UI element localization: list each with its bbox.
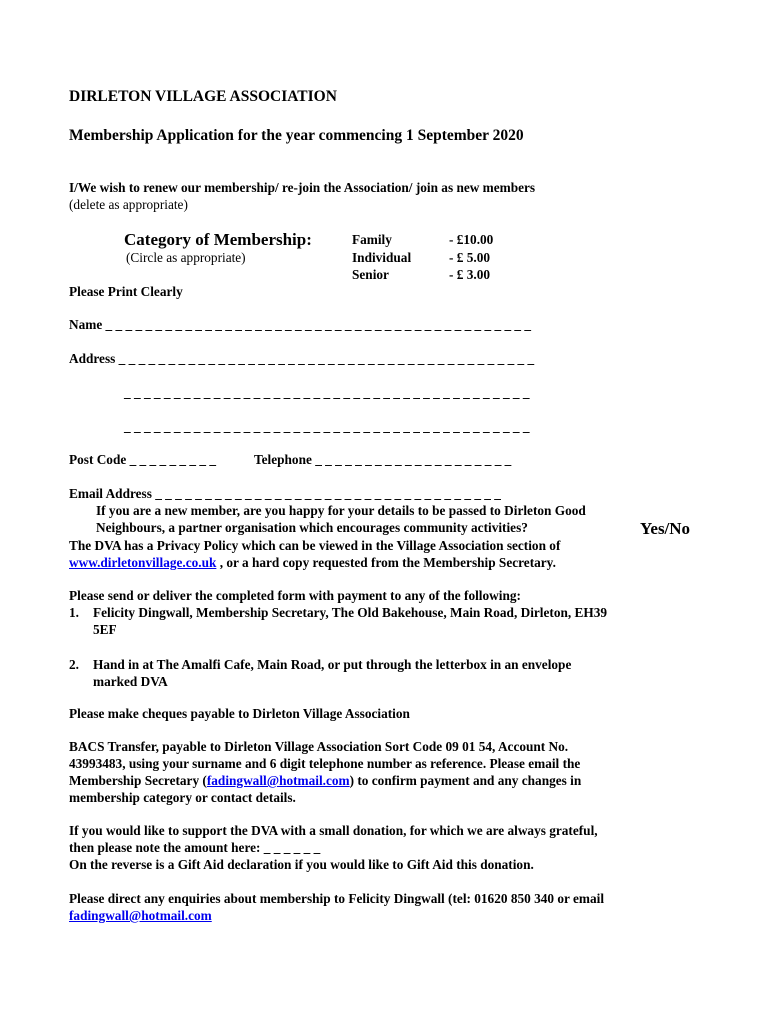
address-field[interactable]: Address _ _ _ _ _ _ _ _ _ _ _ _ _ _ _ _ _ _ _ _ _ _ _ _ _ _ _ _ _ _ _ _ _ _ _ _ _ _ _ _ _ _ — [69, 351, 535, 366]
bacs-line-3-pre: Membership Secretary ( — [69, 773, 207, 788]
category-note: (Circle as appropriate) — [126, 250, 246, 265]
form-subtitle: Membership Application for the year commencing 1 September 2020 — [69, 127, 524, 144]
address-line-2-field[interactable]: _ _ _ _ _ _ _ _ _ _ _ _ _ _ _ _ _ _ _ _ _ _ _ _ _ _ _ _ _ _ _ _ _ _ _ _ _ _ _ _ _ — [124, 385, 530, 400]
website-link[interactable]: www.dirletonvillage.co.uk — [69, 555, 217, 570]
donation-line-3: On the reverse is a Gift Aid declaration if you would like to Gift Aid this donation. — [69, 857, 534, 872]
bacs-line-3-post: ) to confirm payment and any changes in — [349, 773, 582, 788]
category-price-family: - £10.00 — [449, 232, 494, 247]
good-neighbours-line-1: If you are a new member, are you happy for your details to be passed to Dirleton Good — [96, 503, 586, 518]
renewal-line: I/We wish to renew our membership/ re-join the Association/ join as new members — [69, 180, 536, 195]
delivery-item-2-line-2: marked DVA — [93, 674, 168, 689]
postcode-field[interactable]: Post Code _ _ _ _ _ _ _ _ _ — [69, 452, 216, 467]
delivery-item-1-number: 1. — [69, 605, 79, 620]
bacs-line-4: membership category or contact details. — [69, 790, 296, 805]
enquiries-line-1: Please direct any enquiries about membership to Felicity Dingwall (tel: 01620 850 340 or email — [69, 891, 605, 906]
address-line-3-field[interactable]: _ _ _ _ _ _ _ _ _ _ _ _ _ _ _ _ _ _ _ _ _ _ _ _ _ _ _ _ _ _ _ _ _ _ _ _ _ _ _ _ _ — [124, 419, 530, 434]
enquiries-email-link[interactable]: fadingwall@hotmail.com — [69, 908, 212, 923]
delivery-item-1-line-2: 5EF — [93, 622, 117, 637]
category-price-individual: - £ 5.00 — [449, 250, 490, 265]
delivery-item-1-line-1: Felicity Dingwall, Membership Secretary, The Old Bakehouse, Main Road, Dirleton, EH39 — [93, 605, 608, 620]
privacy-line-2 — [69, 555, 556, 571]
good-neighbours-line-2: Neighbours, a partner organisation which encourages community activities? — [96, 520, 528, 535]
renewal-note: (delete as appropriate) — [69, 197, 188, 212]
privacy-line-1: The DVA has a Privacy Policy which can be viewed in the Village Association section of — [69, 538, 561, 553]
bacs-line-1: BACS Transfer, payable to Dirleton Village Association Sort Code 09 01 54, Account No. — [69, 739, 569, 754]
yes-no-choice[interactable]: Yes/No — [640, 519, 691, 538]
category-option-individual[interactable]: Individual — [352, 250, 412, 265]
delivery-item-2-number: 2. — [69, 657, 79, 672]
category-price-senior: - £ 3.00 — [449, 267, 490, 282]
bacs-line-3 — [69, 773, 581, 789]
cheques-note: Please make cheques payable to Dirleton Village Association — [69, 706, 410, 721]
org-name: DIRLETON VILLAGE ASSOCIATION — [69, 88, 337, 105]
telephone-field[interactable]: Telephone _ _ _ _ _ _ _ _ _ _ _ _ _ _ _ _ _ _ _ _ — [254, 452, 512, 467]
privacy-line-2-rest: , or a hard copy requested from the Membership Secretary. — [216, 555, 556, 570]
print-clearly-label: Please Print Clearly — [69, 284, 183, 299]
name-field[interactable]: Name _ _ _ _ _ _ _ _ _ _ _ _ _ _ _ _ _ _ _ _ _ _ _ _ _ _ _ _ _ _ _ _ _ _ _ _ _ _ _ _ _ _ _ — [69, 317, 532, 332]
category-option-family[interactable]: Family — [352, 232, 392, 247]
category-option-senior[interactable]: Senior — [352, 267, 389, 282]
secretary-email-link[interactable]: fadingwall@hotmail.com — [206, 773, 350, 788]
donation-line-1: If you would like to support the DVA with a small donation, for which we are always grateful, — [69, 823, 598, 838]
delivery-item-2-line-1: Hand in at The Amalfi Cafe, Main Road, or put through the letterbox in an envelope — [93, 657, 572, 672]
category-heading: Category of Membership: — [124, 230, 312, 249]
bacs-line-2: 43993483, using your surname and 6 digit telephone number as reference. Please email the — [69, 756, 581, 771]
enquiries-email-line — [69, 908, 212, 924]
email-field[interactable]: Email Address _ _ _ _ _ _ _ _ _ _ _ _ _ _ _ _ _ _ _ _ _ _ _ _ _ _ _ _ _ _ _ _ _ _ _ — [69, 486, 501, 501]
delivery-intro: Please send or deliver the completed form with payment to any of the following: — [69, 588, 521, 603]
donation-amount-field[interactable]: then please note the amount here: _ _ _ _ _ _ — [69, 840, 321, 855]
